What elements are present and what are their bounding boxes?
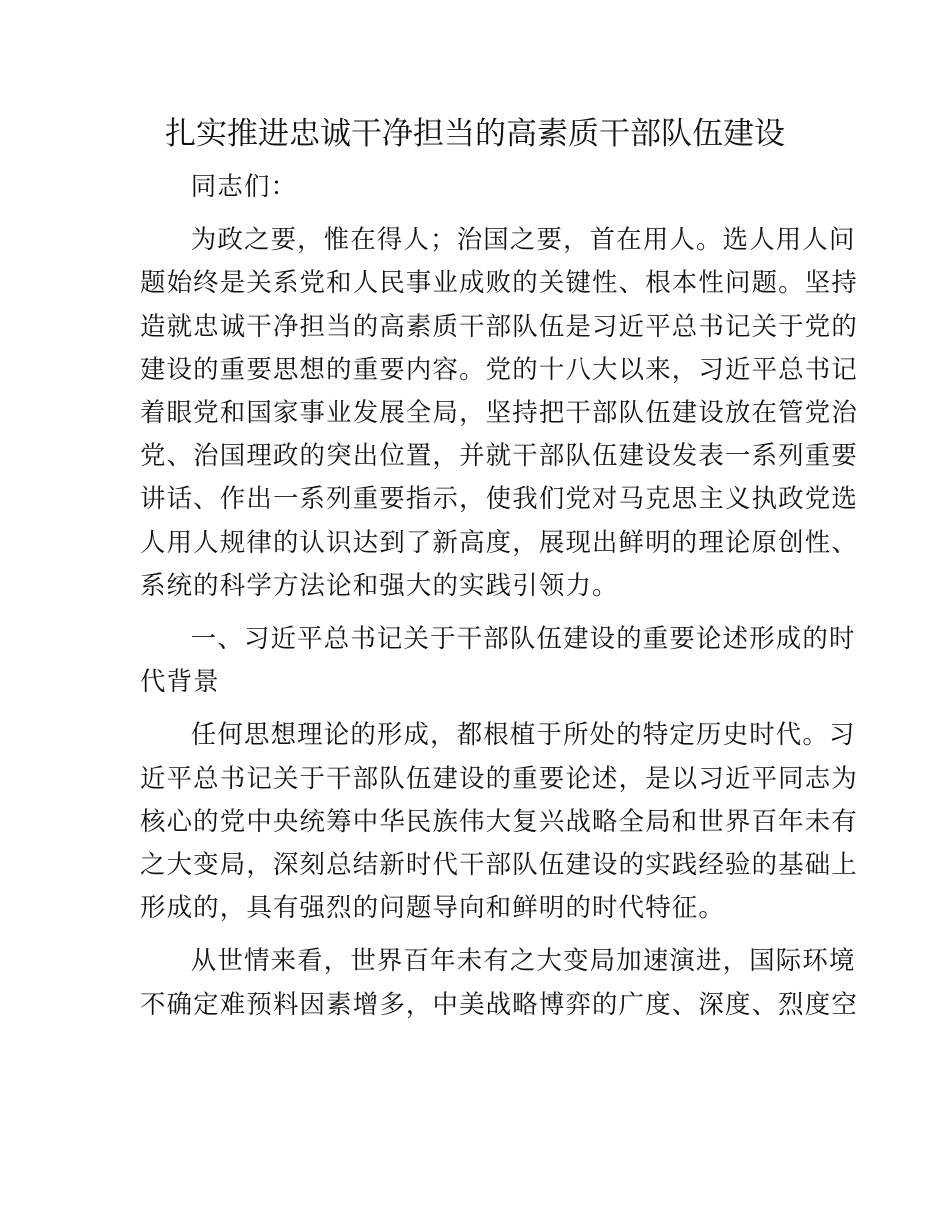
text-line: 从世情来看，世界百年未有之大变局加速演进，国际环境 xyxy=(190,945,856,976)
salutation xyxy=(140,165,812,208)
text-line: 不确定难预料因素增多，中美战略博弈的广度、深度、烈度空 xyxy=(140,988,858,1019)
text-line: 讲话、作出一系列重要指示，使我们党对马克思主义执政党选 xyxy=(140,483,858,514)
text-line: 形成的，具有强烈的问题导向和鲜明的时代特征。 xyxy=(140,892,725,923)
text-line: 近平总书记关于干部队伍建设的重要论述，是以习近平同志为 xyxy=(140,762,858,793)
text-line: 造就忠诚干净担当的高素质干部队伍是习近平总书记关于党的 xyxy=(140,310,858,341)
heading-line: 一、习近平总书记关于干部队伍建设的重要论述形成的时 xyxy=(190,623,856,654)
text-line: 着眼党和国家事业发展全局，坚持把干部队伍建设放在管党治 xyxy=(140,397,858,428)
text-line: 核心的党中央统筹中华民族伟大复兴战略全局和世界百年未有 xyxy=(140,805,858,836)
text-line: 人用人规律的认识达到了新高度，展现出鲜明的理论原创性、 xyxy=(140,526,858,557)
text-line: 建设的重要思想的重要内容。党的十八大以来，习近平总书记 xyxy=(140,353,858,384)
text-line: 题始终是关系党和人民事业成败的关键性、根本性问题。坚持 xyxy=(140,267,858,298)
salutation-text: 同志们： xyxy=(190,171,298,201)
text-line: 为政之要，惟在得人；治国之要，首在用人。选人用人问 xyxy=(190,224,856,255)
paragraph-intro xyxy=(140,218,858,607)
paragraph-world-situation xyxy=(140,939,858,1025)
heading-line: 代背景 xyxy=(140,666,220,697)
text-line: 任何思想理论的形成，都根植于所处的特定历史时代。习 xyxy=(190,719,856,750)
document-title: 扎实推进忠诚干净担当的高素质干部队伍建设 xyxy=(165,116,785,152)
paragraph-background xyxy=(140,713,858,929)
section-heading-1 xyxy=(140,617,856,703)
document-body xyxy=(140,165,858,1036)
text-line: 之大变局，深刻总结新时代干部队伍建设的实践经验的基础上 xyxy=(140,849,858,880)
text-line: 系统的科学方法论和强大的实践引领力。 xyxy=(140,569,619,600)
text-line: 党、治国理政的突出位置，并就干部队伍建设发表一系列重要 xyxy=(140,440,858,471)
